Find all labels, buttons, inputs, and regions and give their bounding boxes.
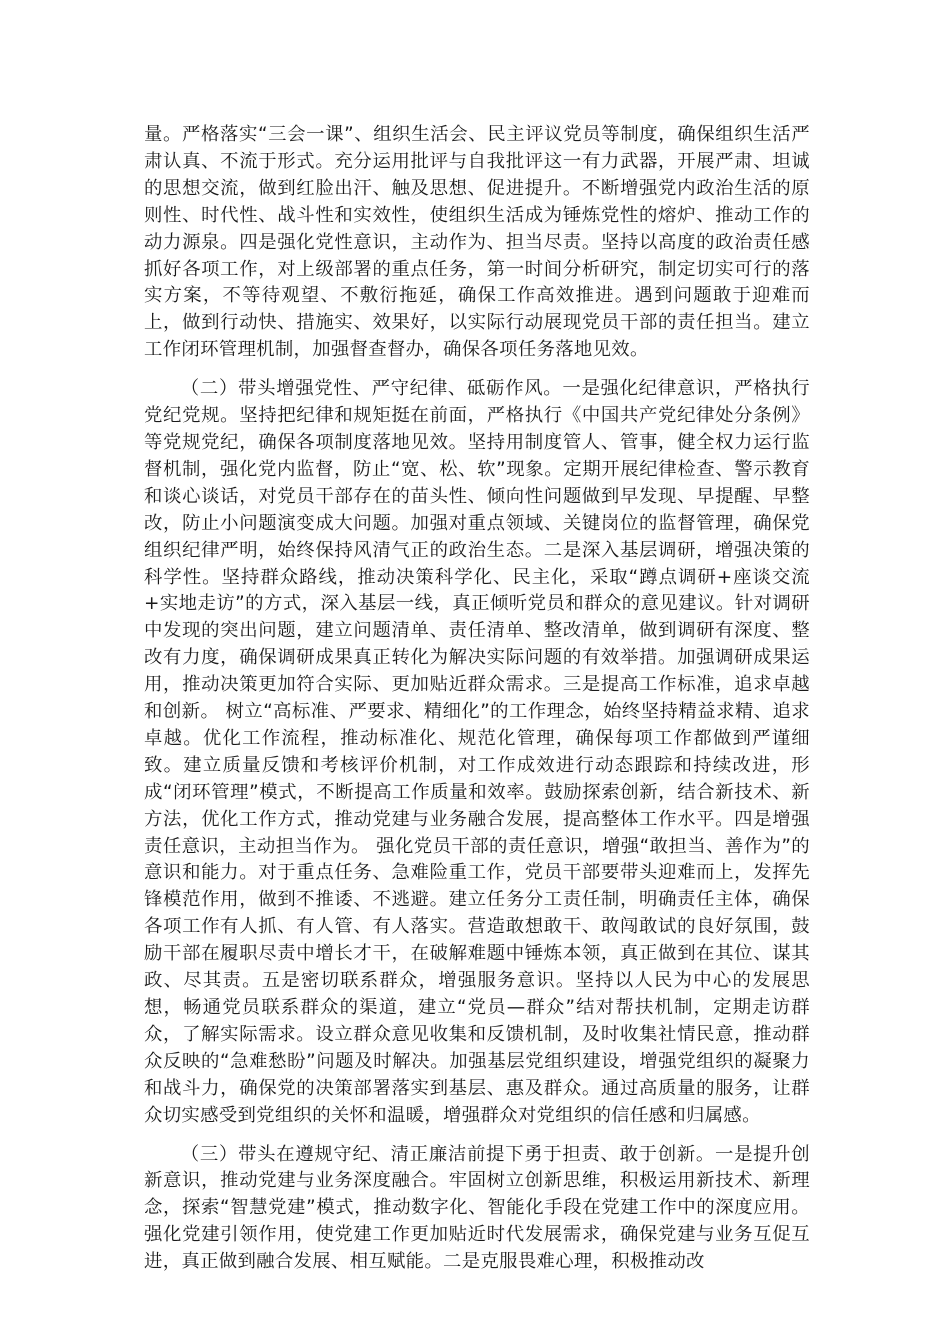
paragraph-section-two: （二）带头增强党性、严守纪律、砥砺作风。一是强化纪律意识，严格执行党纪党规。坚持把纪律和规矩挺在前面，严格执行《中国共产党纪律处分条例》等党规党纪，确保各项制度落地见效。坚持用制度管人、管事，健全权力运行监督机制，强化党内监督，防止“宽、松、软”现象。定期开展纪律检查、警示教育和谈心谈话，对党员干部存在的苗头性、倾向性问题做到早发现、早提醒、早整改，防止小问题演变成大问题。加强对重点领域、关键岗位的监督管理，确保党组织纪律严明，始终保持风清气正的政治生态。二是深入基层调研，增强决策的科学性。坚持群众路线，推动决策科学化、民主化，采取“蹲点调研+座谈交流+实地走访”的方式，深入基层一线，真正倾听党员和群众的意见建议。针对调研中发现的突出问题，建立问题清单、责任清单、整改清单，做到调研有深度、整改有力度，确保调研成果真正转化为解决实际问题的有效举措。加强调研成果运用，推动决策更加符合实际、更加贴近群众需求。三是提高工作标准，追求卓越和创新。 树立“高标准、严要求、精细化”的工作理念，始终坚持精益求精、追求卓越。优化工作流程，推动标准化、规范化管理，确保每项工作都做到严谨细致。建立质量反馈和考核评价机制，对工作成效进行动态跟踪和持续改进，形成“闭环管理”模式，不断提高工作质量和效率。鼓励探索创新，结合新技术、新方法，优化工作方式，推动党建与业务融合发展，提高整体工作水平。四是增强责任意识，主动担当作为。 强化党员干部的责任意识，增强“敢担当、善作为”的意识和能力。对于重点任务、急难险重工作，党员干部要带头迎难而上，发挥先锋模范作用，做到不推诿、不逃避。建立任务分工责任制，明确责任主体，确保各项工作有人抓、有人管、有人落实。营造敢想敢干、敢闯敢试的良好氛围，鼓励干部在履职尽责中增长才干，在破解难题中锤炼本领，真正做到在其位、谋其政、尽其责。五是密切联系群众，增强服务意识。坚持以人民为中心的发展思想，畅通党员联系群众的渠道，建立“党员—群众”结对帮扶机制，定期走访群众，了解实际需求。设立群众意见收集和反馈机制，及时收集社情民意，推动群众反映的“急难愁盼”问题及时解决。加强基层党组织建设，增强党组织的凝聚力和战斗力，确保党的决策部署落实到基层、惠及群众。通过高质量的服务，让群众切实感受到党组织的关怀和温暖，增强群众对党组织的信任感和归属感。 bbox=[144, 378, 810, 1126]
paragraph-section-three: （三）带头在遵规守纪、清正廉洁前提下勇于担责、敢于创新。一是提升创新意识，推动党建与业务深度融合。牢固树立创新思维，积极运用新技术、新理念，探索“智慧党建”模式，推动数字化、智能化手段在党建工作中的深度应用。强化党建引领作用，使党建工作更加贴近时代发展需求，确保党建与业务互促互进，真正做到融合发展、相互赋能。二是克服畏难心理，积极推动改 bbox=[144, 1143, 810, 1273]
paragraph-continuation: 量。严格落实“三会一课”、组织生活会、民主评议党员等制度，确保组织生活严肃认真、不流于形式。充分运用批评与自我批评这一有力武器，开展严肃、坦诚的思想交流，做到红脸出汗、触及思想、促进提升。不断增强党内政治生活的原则性、时代性、战斗性和实效性，使组织生活成为锤炼党性的熔炉、推动工作的动力源泉。四是强化党性意识，主动作为、担当尽责。坚持以高度的政治责任感抓好各项工作，对上级部署的重点任务，第一时间分析研究，制定切实可行的落实方案，不等待观望、不敷衍拖延，确保工作高效推进。遇到问题敢于迎难而上，做到行动快、措施实、效果好，以实际行动展现党员干部的责任担当。建立工作闭环管理机制，加强督查督办，确保各项任务落地见效。 bbox=[144, 124, 810, 361]
document-body bbox=[144, 122, 810, 1276]
